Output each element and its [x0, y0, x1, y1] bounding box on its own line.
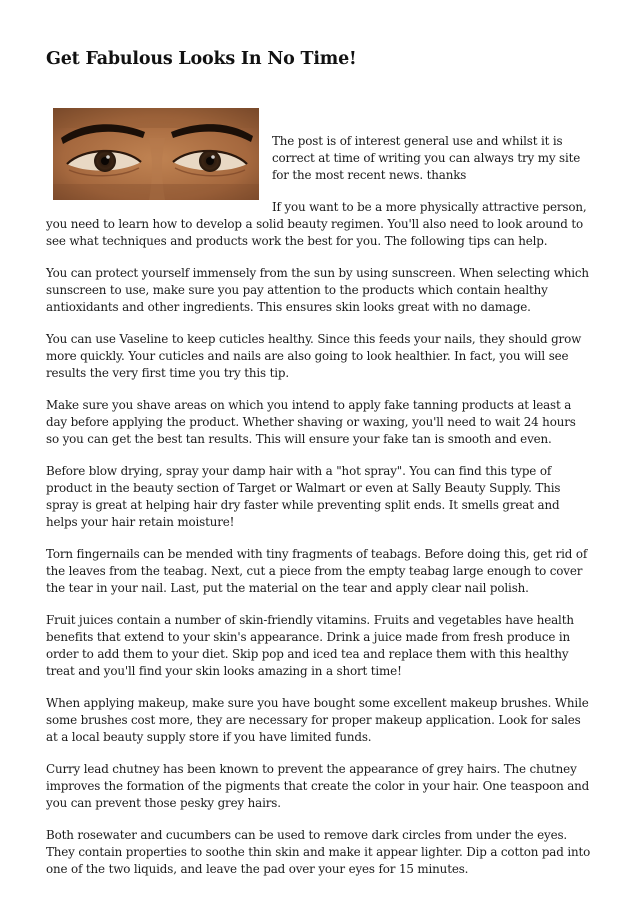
intro-paragraph: If you want to be a more physically attractive person, you need to learn how to develop a solid beauty regimen. You'll also need to look around to see what techniques and products work the best for you. The following tips can help.: [46, 200, 587, 248]
paragraph-vaseline: You can use Vaseline to keep cuticles healthy. Since this feeds your nails, they should grow more quickly. Your cuticles and nails are also going to look healthier. In fact, you will see results the very first time you try this tip.: [46, 332, 582, 380]
paragraph-fruit-juices: Fruit juices contain a number of skin-friendly vitamins. Fruits and vegetables have health benefits that extend to your skin's appearance. Drink a juice made from fresh produce in order to add them to your diet. Skip pop and iced tea and replace them with this healthy treat and you'll find your skin looks amazing in a short time!: [46, 613, 574, 678]
eyes-photo: [53, 108, 259, 200]
article-body: [46, 108, 592, 878]
author-note: The post is of interest general use and whilst it is correct at time of writing you can always try my site for the most recent news. thanks: [272, 134, 581, 182]
paragraph-sunscreen: You can protect yourself immensely from the sun by using sunscreen. When selecting which sunscreen to use, make sure you pay attention to the products which contain healthy antioxidants and other ingredients. This ensures skin looks great with no damage.: [46, 266, 589, 314]
page-title: Get Fabulous Looks In No Time!: [46, 49, 357, 69]
paragraph-teabag-nails: Torn fingernails can be mended with tiny fragments of teabags. Before doing this, get rid of the leaves from the teabag. Next, cut a piece from the empty teabag large enough to cover the tear in your nail. Last, put the material on the tear and apply clear nail polish.: [46, 547, 588, 595]
paragraph-rosewater: Both rosewater and cucumbers can be used to remove dark circles from under the eyes. They contain properties to soothe thin skin and make it appear lighter. Dip a cotton pad into one of the two liquids, and leave the pad over your eyes for 15 minutes.: [46, 828, 591, 876]
paragraph-makeup-brushes: When applying makeup, make sure you have bought some excellent makeup brushes. While some brushes cost more, they are necessary for proper makeup application. Look for sales at a local beauty supply store if you have limited funds.: [46, 696, 589, 744]
paragraph-curry-chutney: Curry lead chutney has been known to prevent the appearance of grey hairs. The chutney improves the formation of the pigments that create the color in your hair. One teaspoon and you can prevent those pesky grey hairs.: [46, 762, 590, 810]
paragraph-shave-tanning: Make sure you shave areas on which you intend to apply fake tanning products at least a day before applying the product. Whether shaving or waxing, you'll need to wait 24 hours so you can get the best tan results. This will ensure your fake tan is smooth and even.: [46, 398, 576, 446]
paragraph-hot-spray: Before blow drying, spray your damp hair with a "hot spray". You can find this type of product in the beauty section of Target or Walmart or even at Sally Beauty Supply. This spray is great at helping hair dry faster while preventing split ends. It smells great and helps your hair retain moisture!: [46, 464, 561, 529]
